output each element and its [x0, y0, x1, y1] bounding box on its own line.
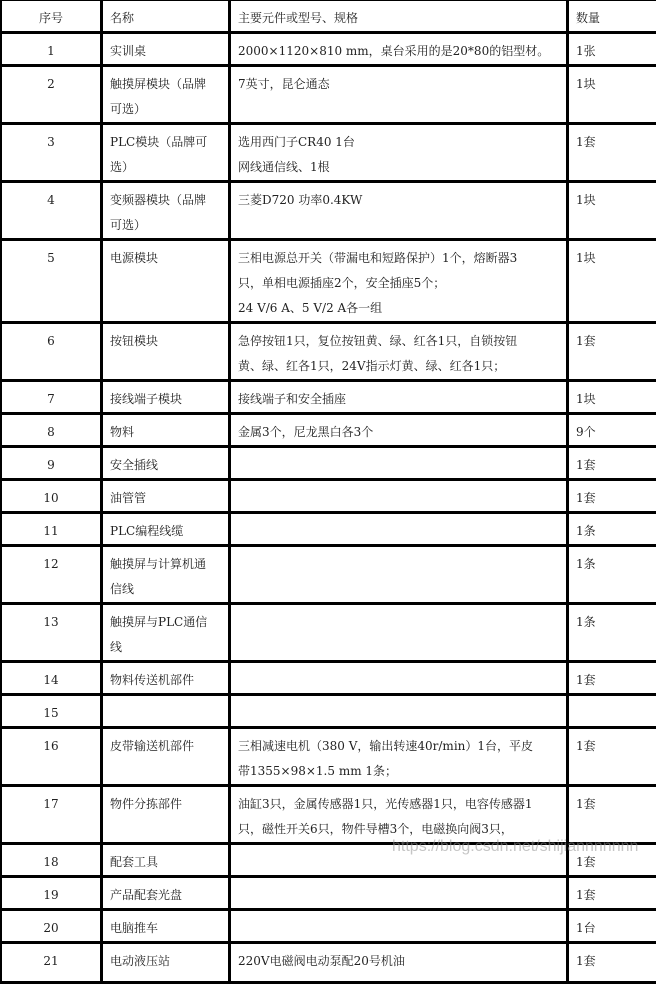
cell-no: 1 [1, 33, 102, 66]
cell-name: 按钮模块 [102, 323, 230, 381]
table-row [1, 414, 656, 447]
cell-spec: 2000×1120×810 mm，桌台采用的是20*80的铝型材。 [230, 33, 568, 66]
cell-no: 7 [1, 381, 102, 414]
cell-qty: 1套 [568, 786, 656, 844]
cell-spec [230, 910, 568, 943]
cell-no: 12 [1, 546, 102, 604]
table-row [1, 124, 656, 182]
cell-spec [230, 695, 568, 728]
table-row [1, 447, 656, 480]
cell-no: 4 [1, 182, 102, 240]
cell-no: 10 [1, 480, 102, 513]
cell-no: 13 [1, 604, 102, 662]
cell-name: 触摸屏模块（品牌 可选） [102, 66, 230, 124]
cell-no: 3 [1, 124, 102, 182]
cell-spec: 选用西门子CR40 1台 网线通信线、1根 [230, 124, 568, 182]
cell-qty: 1套 [568, 662, 656, 695]
cell-name: 安全插线 [102, 447, 230, 480]
header-spec: 主要元件或型号、规格 [230, 0, 568, 33]
cell-name: 产品配套光盘 [102, 877, 230, 910]
cell-qty: 1条 [568, 546, 656, 604]
cell-qty: 1套 [568, 844, 656, 877]
cell-name: 电源模块 [102, 240, 230, 323]
watermark: https://blog.csdn.net/shijiannnnnnn [392, 838, 638, 856]
cell-no: 9 [1, 447, 102, 480]
cell-qty: 1套 [568, 447, 656, 480]
cell-name: 变频器模块（品牌 可选） [102, 182, 230, 240]
cell-qty: 1块 [568, 240, 656, 323]
cell-name: 油管管 [102, 480, 230, 513]
cell-spec: 油缸3只，金属传感器1只，光传感器1只，电容传感器1 只，磁性开关6只，物件导槽3个，电磁换向阀3只， [230, 786, 568, 844]
cell-no: 21 [1, 943, 102, 983]
table-row [1, 877, 656, 910]
cell-no: 5 [1, 240, 102, 323]
cell-no: 15 [1, 695, 102, 728]
cell-name [102, 695, 230, 728]
cell-spec: 7英寸，昆仑通态 [230, 66, 568, 124]
cell-qty: 1张 [568, 33, 656, 66]
table-row [1, 786, 656, 844]
cell-qty: 1套 [568, 124, 656, 182]
cell-spec [230, 662, 568, 695]
cell-qty: 9个 [568, 414, 656, 447]
table-row [1, 695, 656, 728]
cell-spec: 三相减速电机（380 V，输出转速40r/min）1台，平皮 带1355×98×1.5 mm 1条； [230, 728, 568, 786]
table-row [1, 546, 656, 604]
cell-no: 2 [1, 66, 102, 124]
cell-spec [230, 546, 568, 604]
cell-qty: 1套 [568, 943, 656, 983]
cell-spec: 金属3个，尼龙黑白各3个 [230, 414, 568, 447]
cell-name: 接线端子模块 [102, 381, 230, 414]
table-row [1, 910, 656, 943]
cell-qty: 1台 [568, 910, 656, 943]
cell-qty [568, 695, 656, 728]
header-qty: 数量 [568, 0, 656, 33]
cell-spec: 三菱D720 功率0.4KW [230, 182, 568, 240]
table-row [1, 728, 656, 786]
cell-qty: 1套 [568, 323, 656, 381]
cell-spec [230, 480, 568, 513]
cell-qty: 1块 [568, 381, 656, 414]
cell-no: 17 [1, 786, 102, 844]
cell-spec [230, 604, 568, 662]
cell-no: 14 [1, 662, 102, 695]
cell-no: 8 [1, 414, 102, 447]
cell-name: 物件分拣部件 [102, 786, 230, 844]
cell-spec [230, 513, 568, 546]
cell-qty: 1条 [568, 604, 656, 662]
table-row [1, 66, 656, 124]
cell-qty: 1条 [568, 513, 656, 546]
cell-spec: 急停按钮1只，复位按钮黄、绿、红各1只，自锁按钮 黄、绿、红各1只，24V指示灯黄、绿、红各1只； [230, 323, 568, 381]
header-name: 名称 [102, 0, 230, 33]
header-row [1, 0, 656, 33]
cell-name: 物料传送机部件 [102, 662, 230, 695]
cell-no: 11 [1, 513, 102, 546]
table-row [1, 604, 656, 662]
cell-qty: 1套 [568, 728, 656, 786]
cell-name: 电脑推车 [102, 910, 230, 943]
table-row [1, 240, 656, 323]
table-row [1, 323, 656, 381]
cell-no: 20 [1, 910, 102, 943]
cell-spec [230, 447, 568, 480]
cell-name: 配套工具 [102, 844, 230, 877]
cell-name: 物料 [102, 414, 230, 447]
cell-name: 电动液压站 [102, 943, 230, 983]
cell-spec [230, 877, 568, 910]
header-no: 序号 [1, 0, 102, 33]
cell-name: PLC模块（品牌可 选） [102, 124, 230, 182]
cell-no: 16 [1, 728, 102, 786]
cell-spec: 三相电源总开关（带漏电和短路保护）1个，熔断器3 只，单相电源插座2个，安全插座5个； 24 V/6 A、5 V/2 A各一组 [230, 240, 568, 323]
cell-no: 6 [1, 323, 102, 381]
table-row [1, 943, 656, 983]
cell-spec: 接线端子和安全插座 [230, 381, 568, 414]
table-row [1, 480, 656, 513]
cell-name: 实训桌 [102, 33, 230, 66]
cell-name: 触摸屏与计算机通 信线 [102, 546, 230, 604]
cell-no: 19 [1, 877, 102, 910]
cell-name: PLC编程线缆 [102, 513, 230, 546]
table-row [1, 182, 656, 240]
cell-spec: 220V电磁阀电动泵配20号机油 [230, 943, 568, 983]
cell-name: 触摸屏与PLC通信 线 [102, 604, 230, 662]
table-row [1, 381, 656, 414]
table-row [1, 662, 656, 695]
cell-no: 18 [1, 844, 102, 877]
cell-qty: 1块 [568, 182, 656, 240]
table-row [1, 513, 656, 546]
cell-qty: 1套 [568, 480, 656, 513]
cell-qty: 1块 [568, 66, 656, 124]
table-row [1, 33, 656, 66]
cell-qty: 1套 [568, 877, 656, 910]
cell-name: 皮带输送机部件 [102, 728, 230, 786]
